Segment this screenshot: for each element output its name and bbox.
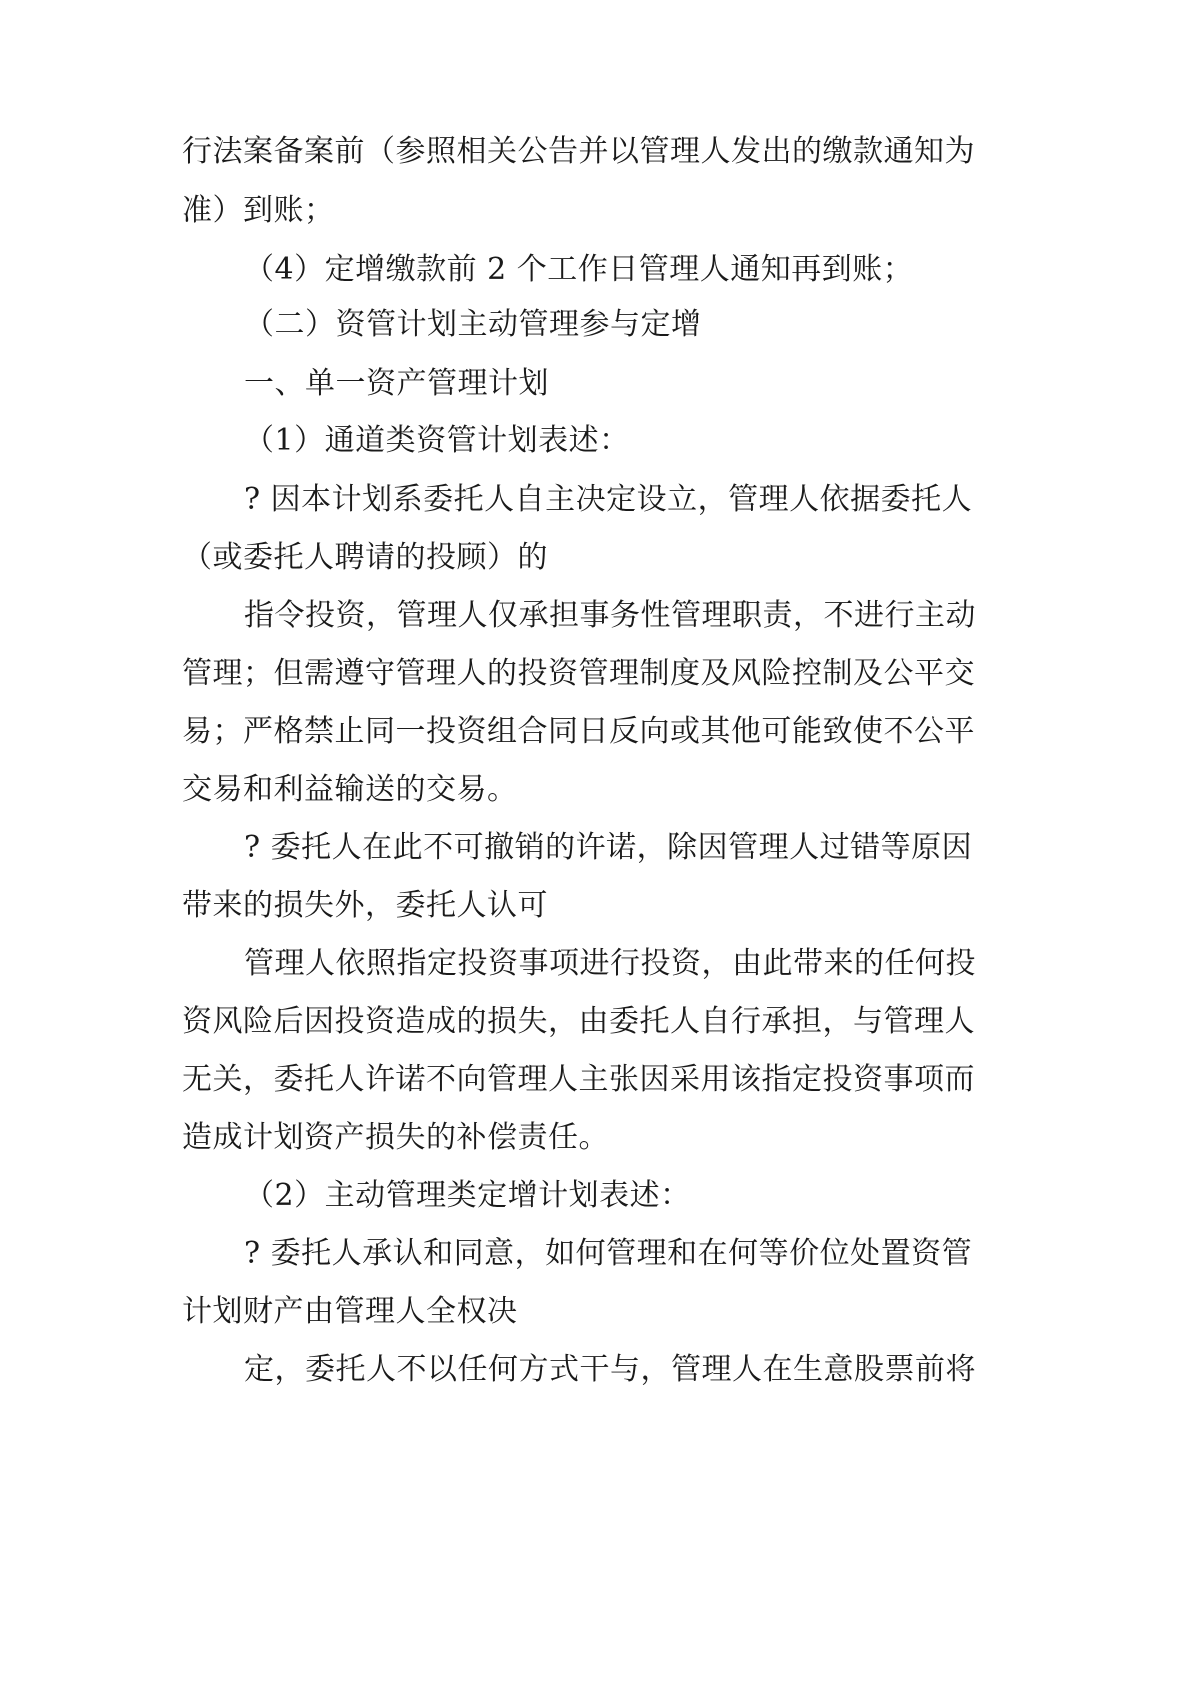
text-line-15: 管理人依照指定投资事项进行投资，由此带来的任何投 bbox=[244, 946, 976, 981]
text-line-21: 计划财产由管理人全权决 bbox=[182, 1294, 518, 1329]
text-line-5: 一、单一资产管理计划 bbox=[244, 366, 549, 401]
text-line-20: ? 委托人承认和同意，如何管理和在何等价位处置资管 bbox=[244, 1236, 973, 1271]
text-line-18: 造成计划资产损失的补偿责任。 bbox=[182, 1120, 609, 1155]
text-line-19: （2）主动管理类定增计划表述： bbox=[244, 1178, 691, 1213]
text-line-4: （二）资管计划主动管理参与定增 bbox=[244, 307, 702, 342]
text-line-7: ? 因本计划系委托人自主决定设立，管理人依据委托人 bbox=[244, 482, 973, 517]
text-line-11: 易；严格禁止同一投资组合同日反向或其他可能致使不公平 bbox=[182, 714, 975, 749]
text-line-22: 定，委托人不以任何方式干与，管理人在生意股票前将 bbox=[244, 1352, 976, 1387]
text-line-8: （或委托人聘请的投顾）的 bbox=[182, 540, 548, 575]
text-line-10: 管理；但需遵守管理人的投资管理制度及风险控制及公平交 bbox=[182, 656, 975, 691]
text-line-13: ? 委托人在此不可撤销的许诺，除因管理人过错等原因 bbox=[244, 830, 973, 865]
text-line-16: 资风险后因投资造成的损失，由委托人自行承担，与管理人 bbox=[182, 1004, 975, 1039]
text-line-9: 指令投资，管理人仅承担事务性管理职责，不进行主动 bbox=[244, 598, 976, 633]
text-line-3: （4）定增缴款前 2 个工作日管理人通知再到账； bbox=[244, 252, 914, 287]
text-line-17: 无关，委托人许诺不向管理人主张因采用该指定投资事项而 bbox=[182, 1062, 975, 1097]
text-line-6: （1）通道类资管计划表述： bbox=[244, 423, 630, 458]
text-line-14: 带来的损失外，委托人认可 bbox=[182, 888, 548, 923]
text-line-1: 行法案备案前（参照相关公告并以管理人发出的缴款通知为 bbox=[182, 134, 975, 169]
text-line-12: 交易和利益输送的交易。 bbox=[182, 772, 518, 807]
text-line-2: 准）到账； bbox=[182, 193, 335, 228]
